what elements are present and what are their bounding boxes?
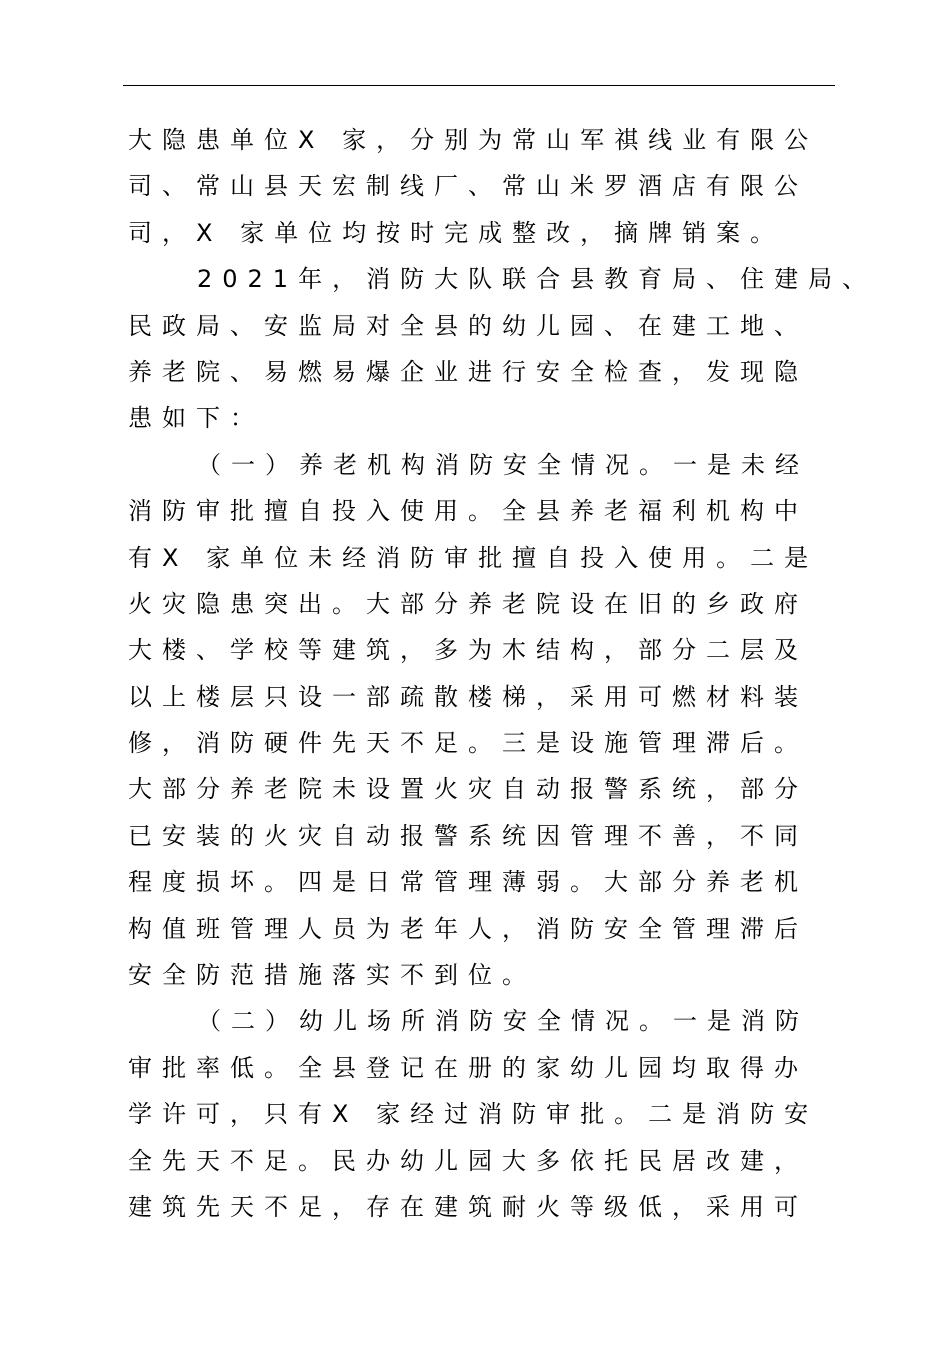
text-line: 司，X 家单位均按时完成整改，摘牌销案。 (128, 218, 785, 247)
text-line: 养老院、易燃易爆企业进行安全检查，发现隐 (128, 357, 808, 386)
paragraph-3 (128, 442, 828, 999)
text-line: 已安装的火灾自动报警系统因管理不善，不同 (128, 821, 808, 850)
text-line-first: （二）幼儿场所消防安全情况。一是消防 (197, 1007, 809, 1036)
text-line: 以上楼层只设一部疏散楼梯，采用可燃材料装 (128, 682, 808, 711)
text-line: 有X 家单位未经消防审批擅自投入使用。二是 (128, 543, 819, 572)
paragraph-4 (128, 998, 828, 1230)
text-line: 大楼、学校等建筑，多为木结构，部分二层及 (128, 636, 808, 665)
text-line: 建筑先天不足，存在建筑耐火等级低，采用可 (128, 1192, 808, 1221)
text-line: 患如下： (128, 404, 264, 433)
text-line: 程度损坏。四是日常管理薄弱。大部分养老机 (128, 868, 808, 897)
text-line-first: 2021年，消防大队联合县教育局、住建局、 (197, 265, 877, 294)
text-line: 构值班管理人员为老年人，消防安全管理滞后 (128, 914, 808, 943)
text-line: 司、常山县天宏制线厂、常山米罗酒店有限公 (128, 172, 808, 201)
document-body (128, 117, 877, 1230)
text-line: 火灾隐患突出。大部分养老院设在旧的乡政府 (128, 589, 808, 618)
text-line: 安全防范措施落实不到位。 (128, 961, 536, 990)
text-line: 大隐患单位X 家，分别为常山军祺线业有限公 (128, 126, 819, 154)
paragraph-2 (128, 256, 877, 442)
text-line: 审批率低。全县登记在册的家幼儿园均取得办 (128, 1053, 808, 1082)
text-line: 修，消防硬件先天不足。三是设施管理滞后。 (128, 729, 808, 758)
text-line: 消防审批擅自投入使用。全县养老福利机构中 (128, 497, 808, 526)
text-line-first: （一）养老机构消防安全情况。一是未经 (197, 450, 809, 479)
text-line: 大部分养老院未设置火灾自动报警系统，部分 (128, 775, 808, 804)
paragraph-1 (128, 117, 828, 256)
text-line: 全先天不足。民办幼儿园大多依托民居改建， (128, 1146, 808, 1175)
header-rule (123, 85, 835, 86)
text-line: 学许可，只有X 家经过消防审批。二是消防安 (128, 1100, 819, 1129)
text-line: 民政局、安监局对全县的幼儿园、在建工地、 (128, 311, 808, 340)
